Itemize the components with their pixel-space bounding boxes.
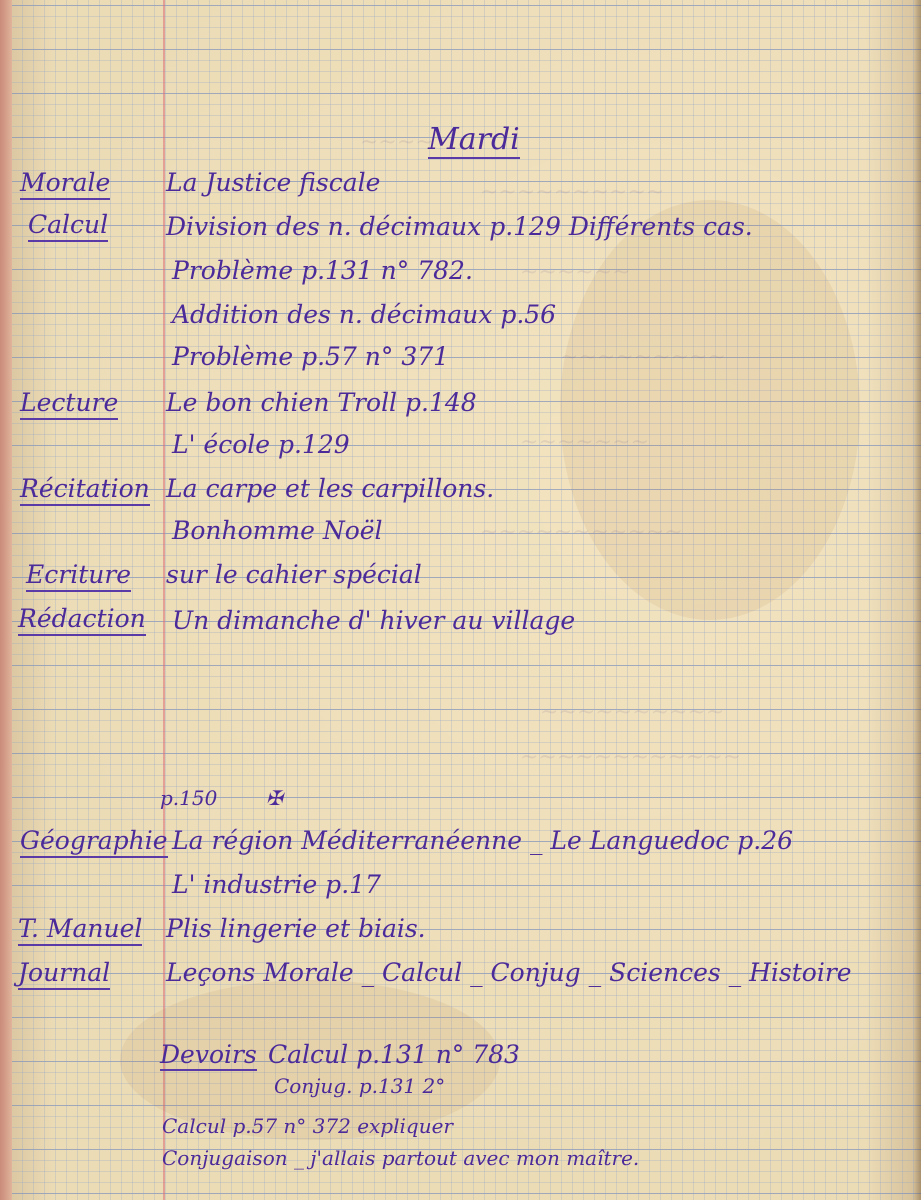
entry-line: Division des n. décimaux p.129 Différents cas. <box>166 212 753 241</box>
roman-numeral-mark: ✠ <box>266 786 283 810</box>
entry-line: Leçons Morale _ Calcul _ Conjug _ Sciences _ Histoire <box>166 958 852 987</box>
subject-redaction: Rédaction <box>18 604 146 636</box>
subject-journal: Journal <box>18 958 110 990</box>
entry-line: La carpe et les carpillons. <box>166 474 495 503</box>
bleed-through-mark: ~~~~~~~ <box>520 430 650 455</box>
devoirs-line: Calcul p.57 n° 372 expliquer <box>162 1114 453 1138</box>
entry-line: Un dimanche d' hiver au village <box>172 606 576 635</box>
bleed-through-mark: ~~~~~~ <box>520 260 631 285</box>
subject-calcul: Calcul <box>28 210 108 242</box>
bleed-through-mark: ~~~~~~~~~ <box>560 345 726 370</box>
entry-line: Bonhomme Noël <box>172 516 383 545</box>
entry-line: L' industrie p.17 <box>172 870 381 899</box>
bleed-through-mark: ~~~~~~~~~~ <box>480 180 665 205</box>
devoirs-line: Conjugaison _ j'allais partout avec mon maître. <box>162 1146 640 1170</box>
bleed-through-mark: ~~~~~~~~~~ <box>540 700 725 725</box>
subject-ecriture: Ecriture <box>26 560 131 592</box>
devoirs-label: Devoirs <box>160 1040 257 1069</box>
entry-line: L' école p.129 <box>172 430 350 459</box>
bleed-through-mark: ~~~~ <box>360 130 434 155</box>
devoirs-line: Conjug. p.131 2° <box>274 1074 446 1098</box>
page-reference-note: p.150 <box>160 786 218 810</box>
entry-line: Problème p.57 n° 371 <box>172 342 450 371</box>
entry-line: Plis lingerie et biais. <box>166 914 426 943</box>
entry-line: Problème p.131 n° 782. <box>172 256 473 285</box>
subject-travail-manuel: T. Manuel <box>18 914 142 946</box>
page-right-edge <box>913 0 921 1200</box>
bleed-through-mark: ~~~~~~~~~~~ <box>480 520 683 545</box>
entry-line: Le bon chien Troll p.148 <box>166 388 477 417</box>
entry-line: Addition des n. décimaux p.56 <box>172 300 557 329</box>
subject-morale: Morale <box>20 168 110 200</box>
subject-recitation: Récitation <box>20 474 150 506</box>
entry-line: La région Méditerranéenne _ Le Languedoc p.26 <box>172 826 794 855</box>
entry-line: sur le cahier spécial <box>166 560 422 589</box>
bleed-through-mark: ~~~~~~~~~~~~ <box>520 745 742 770</box>
subject-lecture: Lecture <box>20 388 118 420</box>
entry-line: La Justice fiscale <box>166 168 381 197</box>
day-title: Mardi <box>428 122 520 157</box>
subject-geographie: Géographie <box>20 826 168 858</box>
page-binding-edge <box>0 0 12 1200</box>
devoirs-line: Calcul p.131 n° 783 <box>268 1040 520 1069</box>
